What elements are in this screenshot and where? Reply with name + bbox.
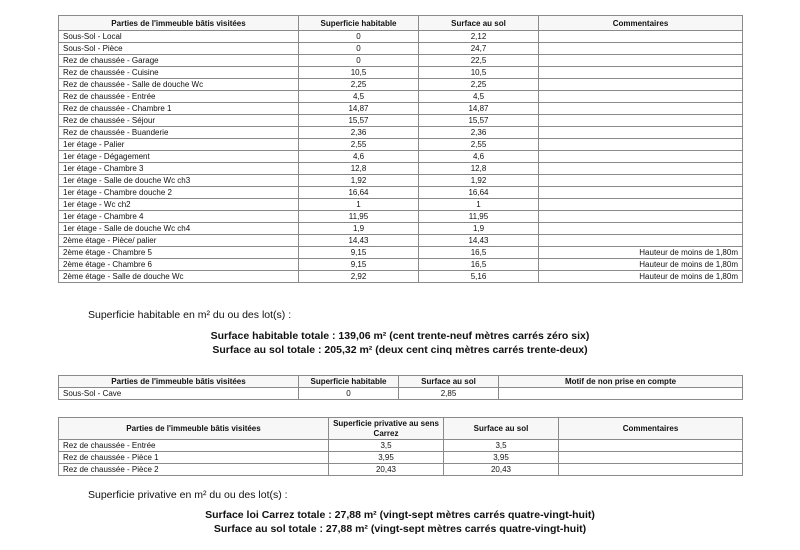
table-cell bbox=[539, 67, 743, 79]
table-cell: 2ème étage - Chambre 5 bbox=[59, 247, 299, 259]
column-header: Commentaires bbox=[539, 16, 743, 31]
table-cell: Sous-Sol - Cave bbox=[59, 388, 299, 400]
table-cell bbox=[539, 199, 743, 211]
table-row bbox=[59, 139, 743, 151]
total-habitable-surface: Surface habitable totale : 139,06 m² (cent trente-neuf mètres carrés zéro six) bbox=[210, 330, 590, 342]
table-row bbox=[59, 31, 743, 43]
table-cell: 1,92 bbox=[419, 175, 539, 187]
table-cell: 16,5 bbox=[419, 247, 539, 259]
table-row bbox=[59, 259, 743, 271]
table-row bbox=[59, 440, 743, 452]
table-row bbox=[59, 211, 743, 223]
table-row bbox=[59, 55, 743, 67]
table-cell: 1er étage - Salle de douche Wc ch4 bbox=[59, 223, 299, 235]
table-cell: 1,9 bbox=[419, 223, 539, 235]
table-cell bbox=[539, 79, 743, 91]
table-cell bbox=[539, 223, 743, 235]
table-cell: 12,8 bbox=[299, 163, 419, 175]
table-cell bbox=[539, 115, 743, 127]
table-header-row bbox=[59, 418, 743, 440]
table-cell: 14,43 bbox=[299, 235, 419, 247]
table-cell: 1,9 bbox=[299, 223, 419, 235]
table-cell bbox=[559, 464, 743, 476]
table-row bbox=[59, 67, 743, 79]
table-cell bbox=[559, 440, 743, 452]
column-header: Surface au sol bbox=[444, 418, 559, 440]
column-header: Commentaires bbox=[559, 418, 743, 440]
table-cell: 2ème étage - Chambre 6 bbox=[59, 259, 299, 271]
table-cell bbox=[539, 127, 743, 139]
table-row bbox=[59, 175, 743, 187]
table-row bbox=[59, 79, 743, 91]
table-cell bbox=[539, 211, 743, 223]
table-header-row bbox=[59, 376, 743, 388]
column-header: Motif de non prise en compte bbox=[499, 376, 743, 388]
table-cell: Rez de chaussée - Pièce 1 bbox=[59, 452, 329, 464]
table-cell: 5,16 bbox=[419, 271, 539, 283]
table-cell bbox=[539, 55, 743, 67]
table-cell: 15,57 bbox=[419, 115, 539, 127]
table-cell bbox=[539, 151, 743, 163]
table-cell: 2,85 bbox=[399, 388, 499, 400]
table-cell: Hauteur de moins de 1,80m bbox=[539, 271, 743, 283]
table-cell bbox=[539, 43, 743, 55]
table-cell bbox=[539, 163, 743, 175]
table-cell: 16,64 bbox=[299, 187, 419, 199]
table-cell: Rez de chaussée - Buanderie bbox=[59, 127, 299, 139]
table-cell: 1 bbox=[419, 199, 539, 211]
table-cell: 20,43 bbox=[329, 464, 444, 476]
table-cell bbox=[559, 452, 743, 464]
table-cell: 16,5 bbox=[419, 259, 539, 271]
column-header: Surface au sol bbox=[399, 376, 499, 388]
table-cell: 3,5 bbox=[329, 440, 444, 452]
table-cell bbox=[499, 388, 743, 400]
table-cell: Rez de chaussée - Entrée bbox=[59, 440, 329, 452]
table-cell: 2,25 bbox=[299, 79, 419, 91]
total-carrez-ground-surface: Surface au sol totale : 27,88 m² (vingt-sept mètres carrés quatre-vingt-huit) bbox=[213, 523, 587, 535]
column-header: Parties de l'immeuble bâtis visitées bbox=[59, 418, 329, 440]
table-cell: 0 bbox=[299, 43, 419, 55]
table-cell: 1er étage - Chambre douche 2 bbox=[59, 187, 299, 199]
table-cell: 4,5 bbox=[419, 91, 539, 103]
table-cell: 2,25 bbox=[419, 79, 539, 91]
table-cell: 11,95 bbox=[419, 211, 539, 223]
table-cell: 1er étage - Dégagement bbox=[59, 151, 299, 163]
table-cell bbox=[539, 31, 743, 43]
table-cell: 2,55 bbox=[419, 139, 539, 151]
table-cell bbox=[539, 91, 743, 103]
carrez-surface-table bbox=[58, 417, 743, 476]
table-row bbox=[59, 223, 743, 235]
table-cell: 1er étage - Salle de douche Wc ch3 bbox=[59, 175, 299, 187]
table-cell: 3,5 bbox=[444, 440, 559, 452]
table-cell bbox=[539, 139, 743, 151]
table-row bbox=[59, 115, 743, 127]
table-cell: 1,92 bbox=[299, 175, 419, 187]
table-cell: 12,8 bbox=[419, 163, 539, 175]
carrez-subtitle: Superficie privative en m² du ou des lot(s) : bbox=[88, 489, 288, 501]
table-cell: 2,36 bbox=[299, 127, 419, 139]
table-row bbox=[59, 91, 743, 103]
table-cell: 2,36 bbox=[419, 127, 539, 139]
table-row bbox=[59, 247, 743, 259]
table-cell: 1er étage - Chambre 4 bbox=[59, 211, 299, 223]
table-row bbox=[59, 103, 743, 115]
table-cell: 2,12 bbox=[419, 31, 539, 43]
table-row bbox=[59, 43, 743, 55]
table-cell: 4,6 bbox=[299, 151, 419, 163]
column-header: Surface au sol bbox=[419, 16, 539, 31]
table-cell: 2,92 bbox=[299, 271, 419, 283]
column-header: Superficie habitable bbox=[299, 376, 399, 388]
table-cell: 20,43 bbox=[444, 464, 559, 476]
column-header: Parties de l'immeuble bâtis visitées bbox=[59, 376, 299, 388]
table-cell: 15,57 bbox=[299, 115, 419, 127]
table-cell: Rez de chaussée - Entrée bbox=[59, 91, 299, 103]
table-cell: 9,15 bbox=[299, 247, 419, 259]
table-cell bbox=[539, 175, 743, 187]
table-row bbox=[59, 127, 743, 139]
table-header-row bbox=[59, 16, 743, 31]
table-cell: 2,55 bbox=[299, 139, 419, 151]
table-cell: Sous-Sol - Pièce bbox=[59, 43, 299, 55]
total-carrez-surface: Surface loi Carrez totale : 27,88 m² (vingt-sept mètres carrés quatre-vingt-huit) bbox=[205, 509, 595, 521]
table-cell: 14,87 bbox=[299, 103, 419, 115]
table-row bbox=[59, 452, 743, 464]
table-cell: Rez de chaussée - Salle de douche Wc bbox=[59, 79, 299, 91]
table-cell: 0 bbox=[299, 31, 419, 43]
column-header: Parties de l'immeuble bâtis visitées bbox=[59, 16, 299, 31]
table-row bbox=[59, 163, 743, 175]
habitable-subtitle: Superficie habitable en m² du ou des lot(s) : bbox=[88, 309, 292, 321]
table-row bbox=[59, 199, 743, 211]
table-row bbox=[59, 187, 743, 199]
total-ground-surface: Surface au sol totale : 205,32 m² (deux cent cinq mètres carrés trente-deux) bbox=[212, 344, 588, 356]
table-cell: Hauteur de moins de 1,80m bbox=[539, 259, 743, 271]
habitable-surface-table bbox=[58, 15, 743, 283]
table-cell: Rez de chaussée - Séjour bbox=[59, 115, 299, 127]
table-cell: Rez de chaussée - Garage bbox=[59, 55, 299, 67]
table-row bbox=[59, 271, 743, 283]
table-cell: 9,15 bbox=[299, 259, 419, 271]
table-row bbox=[59, 464, 743, 476]
table-cell: 24,7 bbox=[419, 43, 539, 55]
table-cell bbox=[539, 235, 743, 247]
table-cell: 10,5 bbox=[419, 67, 539, 79]
table-cell: 0 bbox=[299, 55, 419, 67]
table-cell: 1er étage - Wc ch2 bbox=[59, 199, 299, 211]
table-cell: 22,5 bbox=[419, 55, 539, 67]
table-cell: 0 bbox=[299, 388, 399, 400]
table-cell: 14,87 bbox=[419, 103, 539, 115]
table-cell: 4,5 bbox=[299, 91, 419, 103]
table-cell: Rez de chaussée - Chambre 1 bbox=[59, 103, 299, 115]
excluded-parts-table bbox=[58, 375, 743, 400]
table-cell: Rez de chaussée - Pièce 2 bbox=[59, 464, 329, 476]
table-cell: 1er étage - Chambre 3 bbox=[59, 163, 299, 175]
table-cell: Rez de chaussée - Cuisine bbox=[59, 67, 299, 79]
table-cell: 11,95 bbox=[299, 211, 419, 223]
table-cell: 3,95 bbox=[329, 452, 444, 464]
table-cell: Hauteur de moins de 1,80m bbox=[539, 247, 743, 259]
table-cell: 16,64 bbox=[419, 187, 539, 199]
table-cell: 2ème étage - Pièce/ palier bbox=[59, 235, 299, 247]
table-row bbox=[59, 151, 743, 163]
table-cell: Sous-Sol - Local bbox=[59, 31, 299, 43]
table-cell: 4,6 bbox=[419, 151, 539, 163]
column-header: Superficie privative au sens Carrez bbox=[329, 418, 444, 440]
table-cell: 3,95 bbox=[444, 452, 559, 464]
column-header: Superficie habitable bbox=[299, 16, 419, 31]
table-row bbox=[59, 388, 743, 400]
table-cell: 10,5 bbox=[299, 67, 419, 79]
table-cell: 2ème étage - Salle de douche Wc bbox=[59, 271, 299, 283]
table-row bbox=[59, 235, 743, 247]
table-cell: 1er étage - Palier bbox=[59, 139, 299, 151]
table-cell: 14,43 bbox=[419, 235, 539, 247]
table-cell bbox=[539, 187, 743, 199]
table-cell: 1 bbox=[299, 199, 419, 211]
table-cell bbox=[539, 103, 743, 115]
